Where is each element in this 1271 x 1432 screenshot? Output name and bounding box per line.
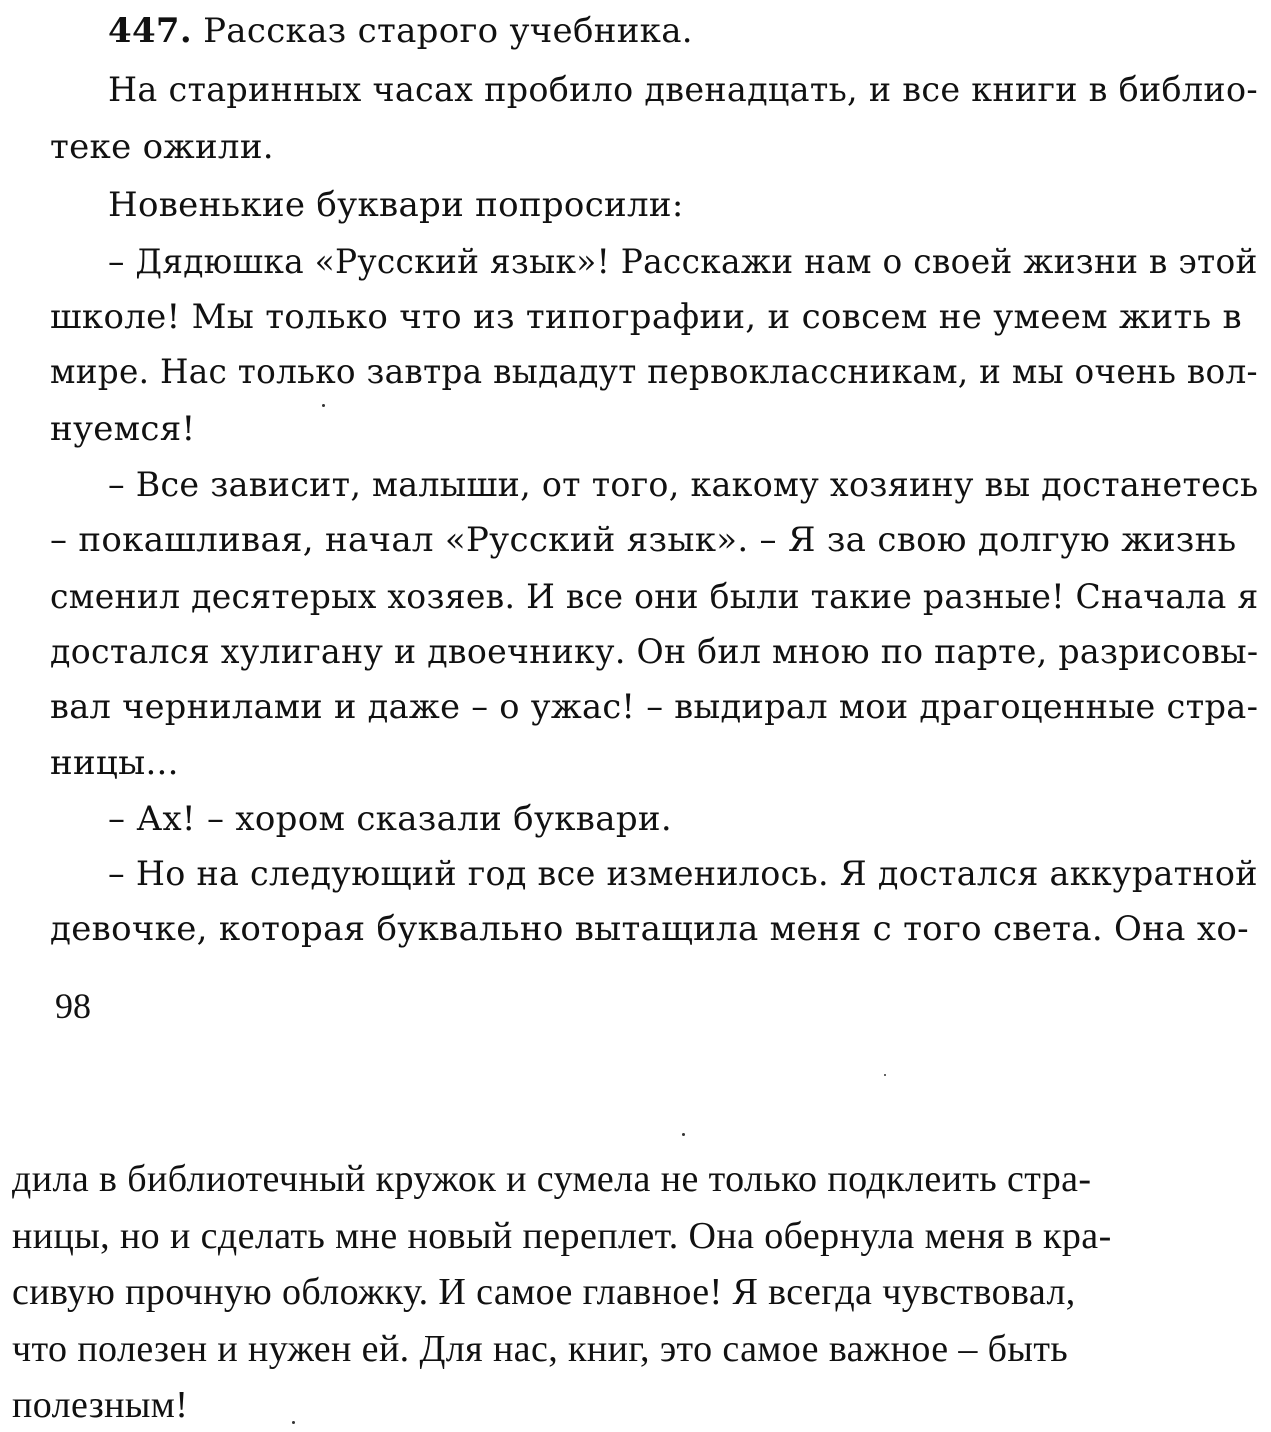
text-line: На старинных часах пробило двенадцать, и все книги в библио- — [108, 70, 1258, 110]
text-line: что полезен и нужен ей. Для нас, книг, это самое важное – быть — [12, 1328, 1069, 1370]
text-line: – Дядюшка «Русский язык»! Расскажи нам о своей жизни в этой — [108, 242, 1258, 282]
text-line: девочке, которая буквально вытащила меня с того света. Она хо- — [50, 909, 1249, 949]
exercise-heading — [108, 11, 693, 51]
text-line: достался хулигану и двоечнику. Он бил мною по парте, разрисовы- — [50, 632, 1259, 672]
scan-speck — [682, 1133, 685, 1136]
text-line: вал чернилами и даже – о ужас! – выдирал мои драгоценные стра- — [50, 687, 1259, 727]
text-line: школе! Мы только что из типографии, и совсем не умеем жить в — [50, 297, 1242, 337]
text-line: – покашливая, начал «Русский язык». – Я за свою долгую жизнь — [50, 520, 1237, 560]
scan-speck — [884, 1074, 886, 1076]
text-line: ницы, но и сделать мне новый переплет. Она обернула меня в кра- — [12, 1215, 1112, 1257]
page-number: 98 — [55, 986, 91, 1026]
text-line: Новенькие буквари попросили: — [108, 185, 684, 225]
text-line: нуемся! — [50, 409, 196, 449]
text-line: ницы... — [50, 743, 179, 783]
scan-speck — [292, 1421, 295, 1424]
scan-speck — [322, 404, 325, 407]
text-line: сменил десятерых хозяев. И все они были такие разные! Сначала я — [50, 577, 1259, 617]
text-line: – Все зависит, малыши, от того, какому хозяину вы достанетесь — [108, 465, 1259, 505]
text-line: полезным! — [12, 1384, 189, 1426]
exercise-title: Рассказ старого учебника. — [203, 11, 693, 51]
text-line: теке ожили. — [50, 127, 274, 167]
text-line: – Ах! – хором сказали буквари. — [108, 799, 672, 839]
exercise-number: 447. — [108, 11, 193, 51]
text-line: мире. Нас только завтра выдадут первоклассникам, и мы очень вол- — [50, 352, 1258, 392]
text-line: сивую прочную обложку. И самое главное! Я всегда чувствовал, — [12, 1271, 1076, 1313]
text-line: дила в библиотечный кружок и сумела не только подклеить стра- — [12, 1158, 1092, 1200]
text-line: – Но на следующий год все изменилось. Я достался аккуратной — [108, 854, 1258, 894]
